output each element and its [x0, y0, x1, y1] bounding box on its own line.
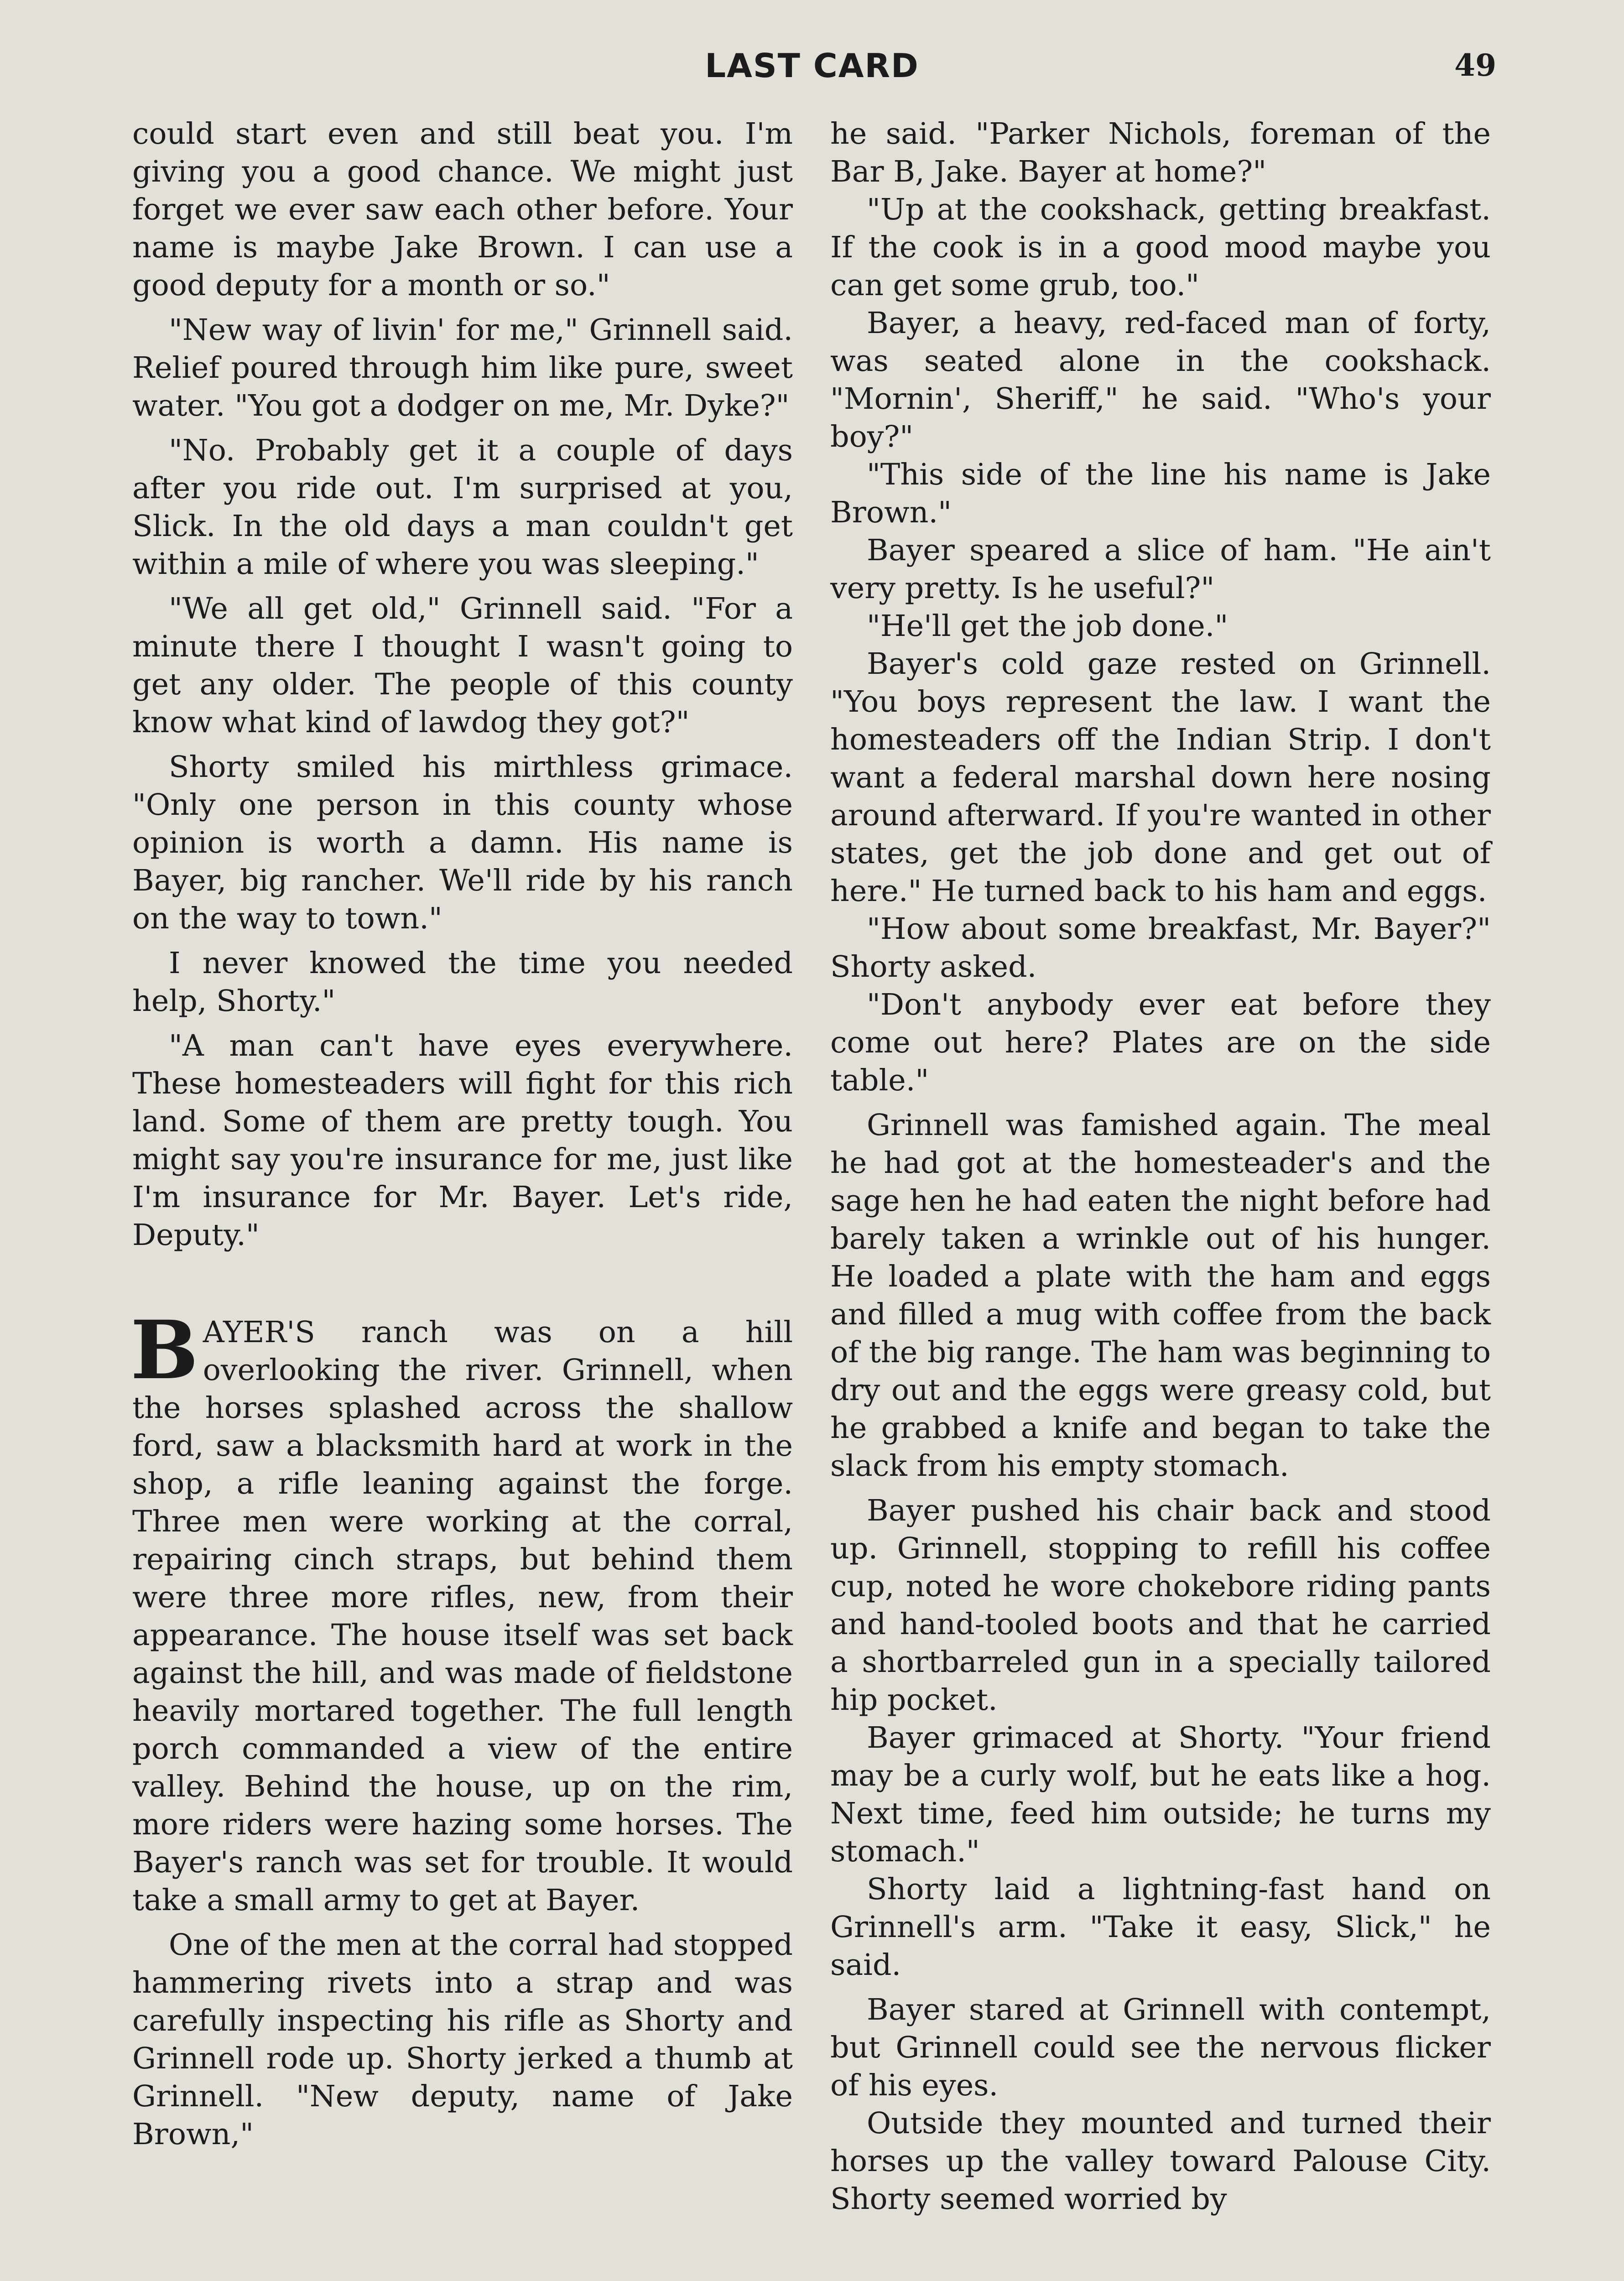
section-opening-text: AYER'S ranch was on a hill overlooking the river. Grinnell, when the horses splashed across the shallow ford, saw a blacksmith hard at work in the shop, a rifle leaning against the forge. Three men were working at the corral, repairing cinch straps, but behind them were three more rifles, new, from their appearance. The house itself was set back against the hill, and was made of fieldstone heavily mortared together. The full length porch commanded a view of the entire valley. Behind the house, up on the rim, more riders were hazing some horses. The Bayer's ranch was set for trouble. It would take a small army to get at Bayer. — [132, 1315, 793, 1917]
paragraph: "Up at the cookshack, getting breakfast. If the cook is in a good mood maybe you can get some grub, too." — [830, 193, 1491, 302]
paragraph: Bayer, a heavy, red-faced man of forty, was seated alone in the cookshack. "Mornin', Sheriff," he said. "Who's your boy?" — [830, 306, 1491, 454]
paragraph: "How about some breakfast, Mr. Bayer?" Shorty asked. — [830, 912, 1491, 984]
page-number: 49 — [1454, 47, 1496, 83]
paragraph: "New way of livin' for me," Grinnell said. Relief poured through him like pure, sweet water. "You got a dodger on me, Mr. Dyke?" — [132, 313, 793, 423]
paragraph: Bayer pushed his chair back and stood up. Grinnell, stopping to refill his coffee cup, noted he wore chokebore riding pants and hand-tooled boots and that he carried a shortbarreled gun in a specially tailored hip pocket. — [830, 1494, 1491, 1717]
paragraph: "A man can't have eyes everywhere. These homesteaders will fight for this rich land. Some of them are pretty tough. You might say you're insurance for me, just like I'm insurance for Mr. Bayer. Let's ride, Deputy." — [132, 1029, 793, 1252]
paragraph: he said. "Parker Nichols, foreman of the Bar B, Jake. Bayer at home?" — [830, 117, 1491, 189]
paragraph: Bayer stared at Grinnell with contempt, but Grinnell could see the nervous flicker of his eyes. — [830, 1993, 1491, 2103]
paragraph: I never knowed the time you needed help, Shorty." — [132, 946, 793, 1018]
paragraph: "This side of the line his name is Jake Brown." — [830, 458, 1491, 530]
paragraph: "No. Probably get it a couple of days after you ride out. I'm surprised at you, Slick. In the old days a man couldn't get within a mile of where you was sleeping." — [132, 433, 793, 581]
paragraph: "Don't anybody ever eat before they come out here? Plates are on the side table." — [830, 988, 1491, 1098]
paragraph: Bayer grimaced at Shorty. "Your friend may be a curly wolf, but he eats like a hog. Next time, feed him outside; he turns my stomach." — [830, 1721, 1491, 1869]
right-column — [830, 115, 1491, 2281]
paragraph: "We all get old," Grinnell said. "For a minute there I thought I wasn't going to get any older. The people of this county know what kind of lawdog they got?" — [132, 592, 793, 740]
paragraph: Outside they mounted and turned their horses up the valley toward Palouse City. Shorty seemed worried by — [830, 2106, 1491, 2216]
paragraph: One of the men at the corral had stopped hammering rivets into a strap and was carefully inspecting his rifle as Shorty and Grinnell rode up. Shorty jerked a thumb at Grinnell. "New deputy, name of Jake Brown," — [132, 1928, 793, 2151]
story-title: LAST CARD — [705, 47, 919, 85]
paragraph: Bayer speared a slice of ham. "He ain't very pretty. Is he useful?" — [830, 533, 1491, 605]
paragraph: could start even and still beat you. I'm giving you a good chance. We might just forget we ever saw each other before. Your name is maybe Jake Brown. I can use a good deputy for a month or so." — [132, 117, 793, 302]
paragraph: Bayer's cold gaze rested on Grinnell. "You boys represent the law. I want the homesteaders off the Indian Strip. I don't want a federal marshal down here nosing around afterward. If you're wanted in other states, get the job done and get out of here." He turned back to his ham and eggs. — [830, 647, 1491, 908]
paragraph: Shorty smiled his mirthless grimace. "Only one person in this county whose opinion is worth a damn. His name is Bayer, big rancher. We'll ride by his ranch on the way to town." — [132, 750, 793, 936]
drop-cap: B — [130, 1303, 198, 1397]
paragraph: "He'll get the job done." — [867, 609, 1228, 643]
paragraph: Grinnell was famished again. The meal he had got at the homesteader's and the sage hen he had eaten the night before had barely taken a wrinkle out of his hunger. He loaded a plate with the ham and eggs and filled a mug with coffee from the back of the big range. The ham was beginning to dry out and the eggs were greasy cold, but he grabbed a knife and began to take the slack from his empty stomach. — [830, 1108, 1491, 1483]
section-opening-paragraph — [130, 1303, 793, 1919]
paragraph: Shorty laid a lightning-fast hand on Grinnell's arm. "Take it easy, Slick," he said. — [830, 1872, 1491, 1982]
left-column — [132, 115, 793, 2281]
